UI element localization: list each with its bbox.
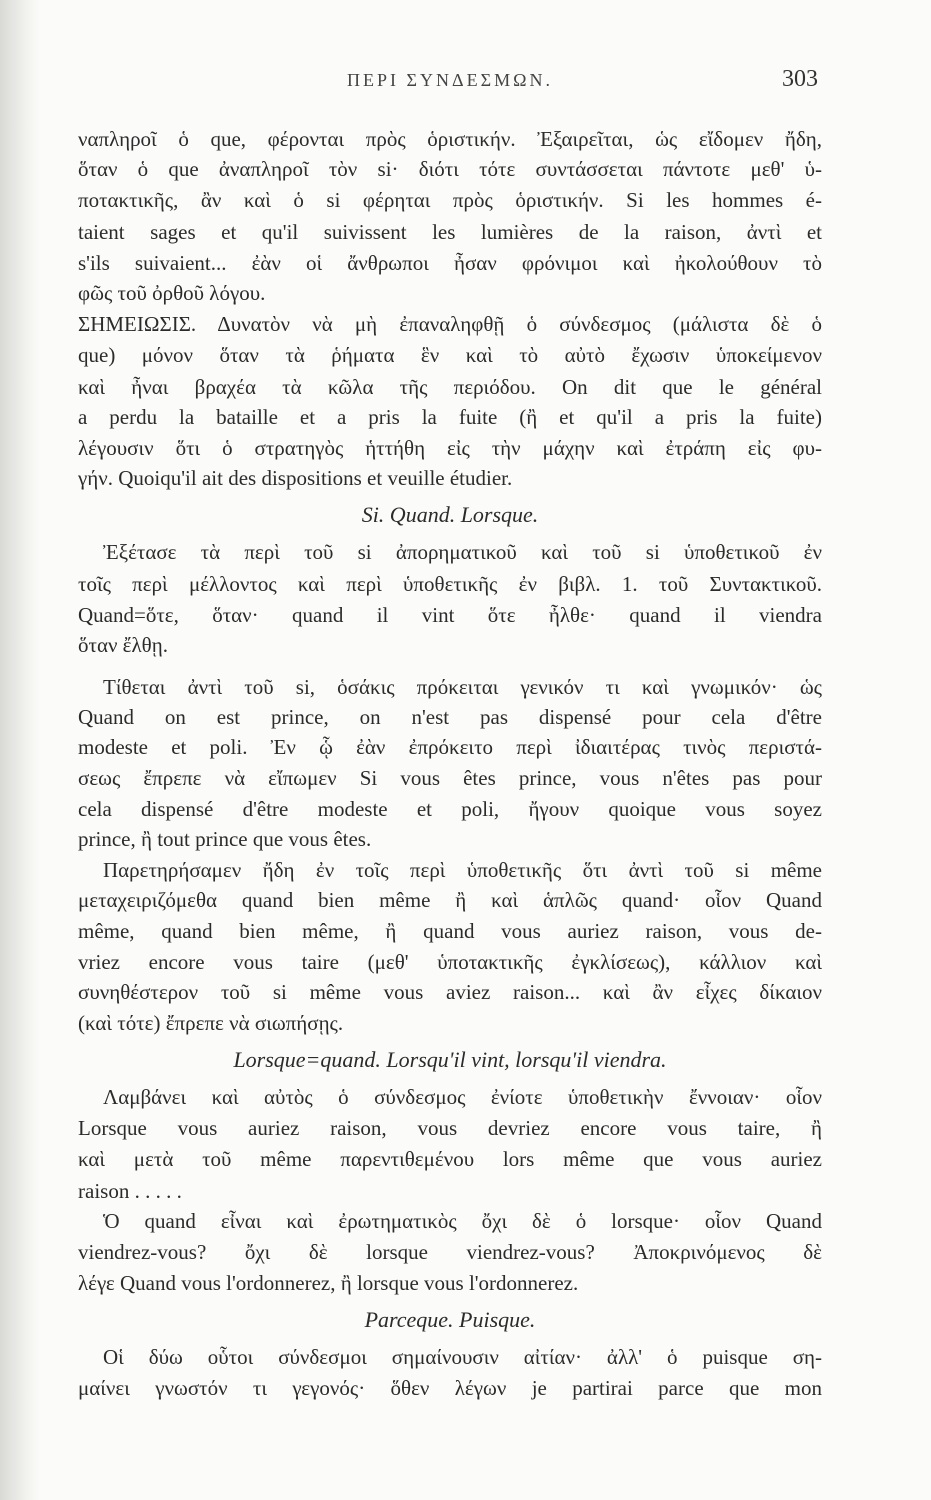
text-line: Quand on est prince, on n'est pas dispensé pour cela d'être [78,705,822,729]
text-line: μαίνει γνωστόν τι γεγονός· ὅθεν λέγων je partirai parce que mon [78,1376,822,1400]
section-heading: Parceque. Puisque. [364,1307,536,1332]
text-line: ὅταν ὁ que ἀναπληροῖ τὸν si· διότι τότε συντάσσεται πάντοτε μεθ' ὑ- [78,157,822,181]
text-line: taient sages et qu'il suivissent les lumières de la raison, ἀντὶ et [78,220,822,244]
text-line: ΣΗΜΕΙΩΣΙΣ. Δυνατὸν νὰ μὴ ἐπαναληφθῇ ὁ σύνδεσμος (μάλιστα δὲ ὁ [78,312,822,336]
section-heading: Lorsque=quand. Lorsqu'il vint, lorsqu'il viendra. [233,1047,667,1072]
text-line: λέγουσιν ὅτι ὁ στρατηγὸς ἡττήθη εἰς τὴν μάχην καὶ ἐτράπη εἰς φυ- [78,436,822,460]
text-line: γήν. Quoiqu'il ait des dispositions et veuille étudier. [78,466,513,490]
text-line: Λαμβάνει καὶ αὐτὸς ὁ σύνδεσμος ἐνίοτε ὑποθετικὴν ἔννοιαν· οἷον [103,1085,822,1109]
text-line: Τίθεται ἀντὶ τοῦ si, ὁσάκις πρόκειται γενικόν τι καὶ γνωμικόν· ὡς [103,675,822,699]
text-line: Ἐξέτασε τὰ περὶ τοῦ si ἀπορηματικοῦ καὶ τοῦ si ὑποθετικοῦ ἐν [103,540,822,564]
text-line: ναπληροῖ ὁ que, φέρονται πρὸς ὁριστικήν. Ἐξαιρεῖται, ὡς εἴδομεν ἤδη, [78,127,822,151]
text-line: même, quand bien même, ἢ quand vous auriez raison, vous de- [78,919,822,943]
text-line: φῶς τοῦ ὀρθοῦ λόγου. [78,281,266,305]
text-line: cela dispensé d'être modeste et poli, ἤγουν quoique vous soyez [78,797,822,821]
section-heading: Si. Quand. Lorsque. [361,502,539,527]
text-line: (καὶ τότε) ἔπρεπε νὰ σιωπήσῃς. [78,1011,344,1035]
page-number: 303 [782,66,818,92]
text-line: καὶ ἦναι βραχέα τὰ κῶλα τῆς περιόδου. On dit que le général [78,375,822,399]
text-line: raison . . . . . [78,1179,182,1203]
text-line: s'ils suivaient... ἐὰν οἱ ἄνθρωποι ἦσαν φρόνιμοι καὶ ἠκολούθουν τὸ [78,251,822,275]
text-line: prince, ἢ tout prince que vous êtes. [78,827,372,851]
text-line: viendrez-vous? ὄχι δὲ lorsque viendrez-vous? Ἀποκρινόμενος δὲ [78,1240,822,1264]
text-line: σεως ἔπρεπε νὰ εἴπωμεν Si vous êtes prince, vous n'êtes pas pour [78,766,822,790]
text-line: a perdu la bataille et a pris la fuite (ἢ et qu'il a pris la fuite) [78,405,822,429]
text-line: vriez encore vous taire (μεθ' ὑποτακτικῆς ἐγκλίσεως), κάλλιον καὶ [78,950,822,974]
text-line: Quand=ὅτε, ὅταν· quand il vint ὅτε ἦλθε· quand il viendra [78,603,822,627]
text-line: Παρετηρήσαμεν ἤδη ἐν τοῖς περὶ ὑποθετικῆς ὅτι ἀντὶ τοῦ si même [103,858,822,882]
text-line: Οἱ δύω οὗτοι σύνδεσμοι σημαίνουσιν αἰτίαν· ἀλλ' ὁ puisque ση- [103,1345,822,1369]
scan-page-edge [0,0,40,1500]
text-line: modeste et poli. Ἐν ᾧ ἐὰν ἐπρόκειτο περὶ ἰδιαιτέρας τινὸς περιστά- [78,735,822,759]
text-line: que) μόνον ὅταν τὰ ῥήματα ἓν καὶ τὸ αὐτὸ ἔχωσιν ὑποκείμενον [78,343,822,367]
text-line: μεταχειριζόμεθα quand bien même ἢ καὶ ἁπλῶς quand· οἷον Quand [78,888,822,912]
text-line: τοῖς περὶ μέλλοντος καὶ περὶ ὑποθετικῆς ἐν βιβλ. 1. τοῦ Συντακτικοῦ. [78,572,822,596]
text-line: Ὁ quand εἶναι καὶ ἐρωτηματικὸς ὄχι δὲ ὁ lorsque· οἷον Quand [103,1209,822,1233]
running-head: ΠΕΡΙ ΣΥΝΔΕΣΜΩΝ. [347,70,553,90]
text-line: ποτακτικῆς, ἂν καὶ ὁ si φέρηται πρὸς ὁριστικήν. Si les hommes é- [78,188,822,212]
text-line: Lorsque vous auriez raison, vous devriez encore vous taire, ἢ [78,1116,822,1140]
text-line: συνηθέστερον τοῦ si même vous aviez raison... καὶ ἂν εἶχες δίκαιον [78,980,822,1004]
text-line: καὶ μετὰ τοῦ même παρεντιθεμένου lors même que vous auriez [78,1147,822,1171]
text-line: ὅταν ἔλθῃ. [78,633,168,657]
text-line: λέγε Quand vous l'ordonnerez, ἢ lorsque vous l'ordonnerez. [78,1271,579,1295]
